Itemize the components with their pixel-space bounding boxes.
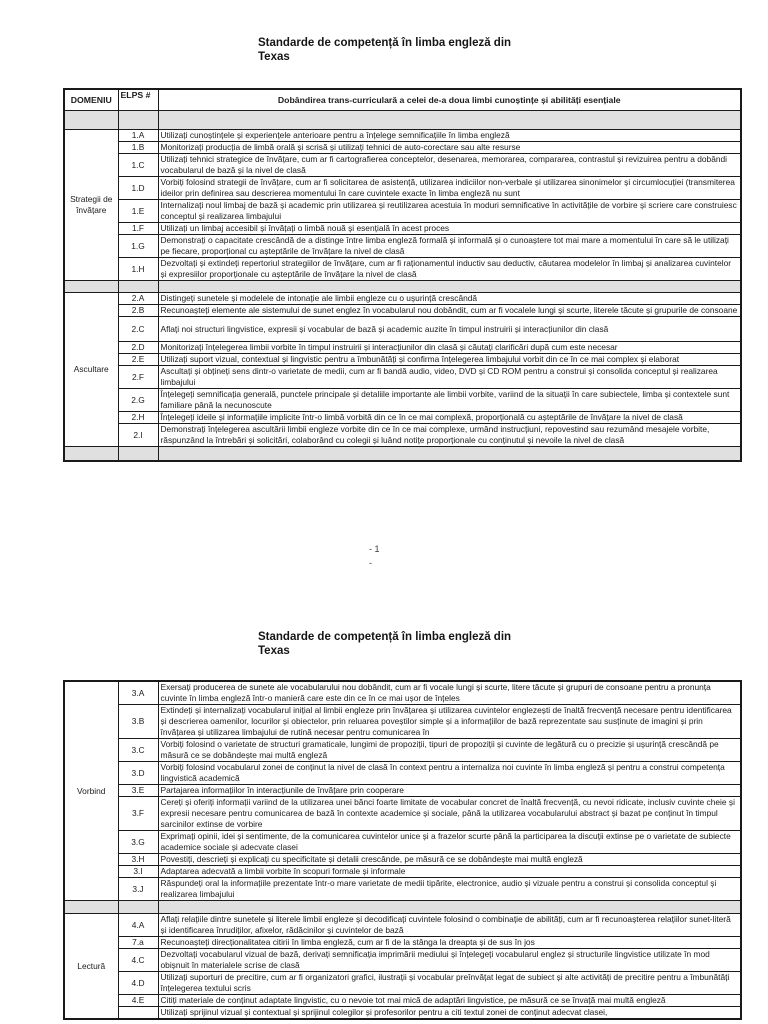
elps-code-cell: 3.A xyxy=(118,681,158,705)
standard-row xyxy=(64,739,741,762)
standard-row xyxy=(64,389,741,412)
standard-row xyxy=(64,154,741,177)
description-cell: Utilizați un limbaj accesibil și învățați o limbă nouă și esențială în acest proces xyxy=(158,223,741,235)
elps-code-cell: 7.a xyxy=(118,937,158,949)
separator-row xyxy=(64,281,741,293)
description-cell: Vorbiți folosind vocabularul zonei de conținut la nivel de clasă în context pentru a internaliza noi cuvinte în limba engleză și pentru a construi competența lingvistică academică xyxy=(158,762,741,785)
page1-title-line1: Standarde de competență în limba engleză din xyxy=(258,37,512,49)
elps-code-cell: 3.G xyxy=(118,831,158,854)
standard-row xyxy=(64,705,741,739)
page2-title xyxy=(258,630,528,658)
page1-title-line2: Texas xyxy=(258,51,290,63)
page-number xyxy=(369,542,380,570)
standard-row xyxy=(64,878,741,901)
elps-code-cell: 1.E xyxy=(118,200,158,223)
description-cell: Aflați noi structuri lingvistice, expresii și vocabular de bază și academic auzite în timpul instruirii și interacțiunilor din clasă xyxy=(158,317,741,342)
standard-row xyxy=(64,831,741,854)
standard-row xyxy=(64,177,741,200)
header-domain: DOMENIU xyxy=(64,89,118,111)
standard-row xyxy=(64,305,741,317)
description-cell: Exprimați opinii, idei și sentimente, de la comunicarea cuvintelor unice și a frazelor scurte până la participarea la discuții extinse pe o varietate de subiecte academice sociale și adecvate clasei xyxy=(158,831,741,854)
standard-row xyxy=(64,130,741,142)
standard-row xyxy=(64,762,741,785)
standards-table-body-page2 xyxy=(64,681,741,1019)
description-cell: Vorbiți folosind o varietate de structuri gramaticale, lungimi de propoziții, tipuri de propoziții și cuvinte de legătură cu o precizie și ușurință crescândă pe măsură ce se dobândește mai multă engleză xyxy=(158,739,741,762)
description-cell: Utilizați tehnici strategice de învățare, cum ar fi cartografierea conceptelor, desenarea, memorarea, compararea, contrastul și revizuirea pentru a dobândi vocabularul de bază și la nivel de clasă xyxy=(158,154,741,177)
table-header-row xyxy=(64,89,741,111)
page-number-line2: - xyxy=(369,558,372,568)
description-cell: Ascultați și obțineți sens dintr-o varietate de medii, cum ar fi bandă audio, video, DVD și CD ROM pentru a construi și consolida conceptul și realizarea limbajului xyxy=(158,366,741,389)
description-cell: Dezvoltați vocabularul vizual de bază, derivați semnificația imprimării mediului și înțelegeți vocabularul englez și structurile lingvistice utilizate în mod obișnuit în materialele scrise de clasă xyxy=(158,949,741,972)
page1-title xyxy=(258,36,528,64)
standard-row xyxy=(64,293,741,305)
elps-code-cell: 2.G xyxy=(118,389,158,412)
standard-row xyxy=(64,797,741,831)
elps-code-cell: 3.I xyxy=(118,866,158,878)
elps-code-cell: 2.I xyxy=(118,424,158,447)
elps-code-cell: 1.G xyxy=(118,235,158,258)
elps-code-cell: 3.D xyxy=(118,762,158,785)
description-cell: Utilizați suport vizual, contextual și lingvistic pentru a îmbunătăți și confirma înțelegerea limbajului vorbit din ce în ce mai complex și elaborat xyxy=(158,354,741,366)
elps-code-cell: 4.C xyxy=(118,949,158,972)
description-cell: Distingeți sunetele și modelele de intonație ale limbii engleze cu o ușurință crescândă xyxy=(158,293,741,305)
standard-row xyxy=(64,142,741,154)
domain-cell: Ascultare xyxy=(64,293,118,447)
standard-row xyxy=(64,785,741,797)
separator-cell xyxy=(158,901,741,914)
elps-code-cell: 3.H xyxy=(118,854,158,866)
separator-cell xyxy=(158,111,741,130)
separator-cell xyxy=(64,447,118,462)
domain-cell: Strategii de învățare xyxy=(64,130,118,281)
standard-row xyxy=(64,258,741,281)
elps-code-cell: 3.C xyxy=(118,739,158,762)
elps-code-cell: 1.H xyxy=(118,258,158,281)
header-description: Dobândirea trans-curriculară a celei de-a doua limbi cunoștințe și abilități esențiale xyxy=(158,89,741,111)
elps-code-cell: 3.B xyxy=(118,705,158,739)
domain-cell: Lectură xyxy=(64,914,118,1020)
description-cell: Utilizați suporturi de precitire, cum ar fi organizatori grafici, ilustrații și vocabular preînvățat legat de subiect și alte activități de precitire pentru a îmbunătăți înțelegerea textului scris xyxy=(158,972,741,995)
elps-code-cell xyxy=(118,1007,158,1020)
elps-code-cell: 2.H xyxy=(118,412,158,424)
elps-code-cell: 3.J xyxy=(118,878,158,901)
elps-code-cell: 2.A xyxy=(118,293,158,305)
description-cell: Aflați relațiile dintre sunetele și literele limbii engleze și decodificați cuvintele folosind o combinație de abilități, cum ar fi recunoașterea relațiilor sunet-literă și identificarea înrudiților, afixelor, rădăcinilor și cuvintelor de bază xyxy=(158,914,741,937)
elps-code-cell: 1.D xyxy=(118,177,158,200)
description-cell: Dezvoltați și extindeți repertoriul strategiilor de învățare, cum ar fi raționamentul inductiv sau deductiv, căutarea modelelor în limbaj și analizarea cuvintelor și expresiilor proporționale cu așteptările de învățare la nivel de clasă xyxy=(158,258,741,281)
standard-row xyxy=(64,200,741,223)
elps-code-cell: 3.E xyxy=(118,785,158,797)
separator-row xyxy=(64,447,741,462)
standard-row xyxy=(64,412,741,424)
elps-code-cell: 4.A xyxy=(118,914,158,937)
description-cell: Utilizați cunoștințele și experiențele anterioare pentru a înțelege semnificațiile în limba engleză xyxy=(158,130,741,142)
description-cell: Răspundeți oral la informațiile prezentate într-o mare varietate de medii tipărite, electronice, audio și vizuale pentru a construi și consolida conceptul și realizarea limbajului xyxy=(158,878,741,901)
elps-code-cell: 2.D xyxy=(118,342,158,354)
description-cell: Demonstrați înțelegerea ascultării limbii engleze vorbite din ce în ce mai complexe, urmând instrucțiuni, repovestind sau rezumând mesajele vorbite, răspunzând la întrebări și solicitări, colaborând cu colegii și luând notițe proporționale cu conținutul și nevoile la nivel de clasă xyxy=(158,424,741,447)
standard-row xyxy=(64,317,741,342)
elps-code-cell: 1.A xyxy=(118,130,158,142)
separator-cell xyxy=(64,111,118,130)
separator-cell xyxy=(118,111,158,130)
elps-code-cell: 2.E xyxy=(118,354,158,366)
separator-cell xyxy=(158,447,741,462)
description-cell: Adaptarea adecvată a limbii vorbite în scopuri formale și informale xyxy=(158,866,741,878)
separator-cell xyxy=(118,447,158,462)
elps-code-cell: 1.C xyxy=(118,154,158,177)
standard-row xyxy=(64,995,741,1007)
separator-row xyxy=(64,111,741,130)
description-cell: Partajarea informațiilor în interacțiunile de învățare prin cooperare xyxy=(158,785,741,797)
separator-cell xyxy=(158,281,741,293)
elps-code-cell: 4.E xyxy=(118,995,158,1007)
description-cell: Povestiți, descrieți și explicați cu specificitate și detalii crescânde, pe măsură ce se dobândește mai multă engleză xyxy=(158,854,741,866)
separator-cell xyxy=(118,281,158,293)
elps-code-cell: 2.C xyxy=(118,317,158,342)
description-cell: Monitorizați producția de limbă orală și scrisă și utilizați tehnici de auto-corectare sau alte resurse xyxy=(158,142,741,154)
standard-row xyxy=(64,342,741,354)
elps-code-cell: 2.F xyxy=(118,366,158,389)
description-cell: Internalizați noul limbaj de bază și academic prin utilizarea și reutilizarea acestuia în moduri semnificative în activitățile de vorbire și scriere care construiesc conceptul și realizarea limbajului xyxy=(158,200,741,223)
standard-row xyxy=(64,854,741,866)
page-number-line1: - 1 xyxy=(369,544,380,554)
separator-cell xyxy=(64,281,118,293)
standards-table-body-page1 xyxy=(64,89,741,461)
standards-table-page1 xyxy=(63,88,742,462)
domain-cell: Vorbind xyxy=(64,681,118,901)
separator-cell xyxy=(64,901,118,914)
separator-row xyxy=(64,901,741,914)
description-cell: Recunoașteți elemente ale sistemului de sunet englez în vocabularul nou dobândit, cum ar fi vocalele lungi și scurte, literele tăcute și grupurile de consoane xyxy=(158,305,741,317)
standard-row xyxy=(64,681,741,705)
description-cell: Extindeți și internalizați vocabularul inițial al limbii engleze prin învățarea și utilizarea cuvintelor englezești de înaltă frecvență necesare pentru identificarea și descrierea oamenilor, locurilor și obiectelor, prin reluarea poveștilor simple și a informațiilor de bază reprezentate sau susținute de imagini și prin învățarea și utilizarea limbajului de rutină necesar pentru comunicarea în xyxy=(158,705,741,739)
standard-row xyxy=(64,937,741,949)
separator-cell xyxy=(118,901,158,914)
standard-row xyxy=(64,235,741,258)
elps-code-cell: 1.F xyxy=(118,223,158,235)
standard-row xyxy=(64,972,741,995)
standard-row xyxy=(64,1007,741,1020)
page2-title-line2: Texas xyxy=(258,645,290,657)
description-cell: Vorbiți folosind strategii de învățare, cum ar fi solicitarea de asistență, utilizarea indiciilor non-verbale și utilizarea sinonimelor și circumlocuției (transmiterea ideilor prin definirea sau descrierea momentului în care cuvintele exacte în limba engleză nu sunt xyxy=(158,177,741,200)
standard-row xyxy=(64,354,741,366)
description-cell: Recunoașteți direcționalitatea citirii în limba engleză, cum ar fi de la stânga la dreapta și de sus în jos xyxy=(158,937,741,949)
standard-row xyxy=(64,949,741,972)
description-cell: Exersați producerea de sunete ale vocabularului nou dobândit, cum ar fi vocale lungi și scurte, litere tăcute și grupuri de consoane pentru a pronunța cuvinte în limba engleză într-o manieră care este din ce în ce mai ușor de înțeles xyxy=(158,681,741,705)
standard-row xyxy=(64,424,741,447)
description-cell: Monitorizați înțelegerea limbii vorbite în timpul instruirii și interacțiunilor din clasă și căutați clarificări după cum este necesar xyxy=(158,342,741,354)
description-cell: Cereți și oferiți informații variind de la utilizarea unei bănci foarte limitate de vocabular concret de înaltă frecvență, cu nevoi ridicate, inclusiv cuvinte cheie și expresii necesare pentru comunicarea de bază în contexte academice și sociale, până la utilizarea vocabularului abstract și bazat pe conținut în timpul sarcinilor extinse de vorbire xyxy=(158,797,741,831)
description-cell: Utilizați sprijinul vizual și contextual și sprijinul colegilor și profesorilor pentru a citi textul zonei de conținut adecvat clasei, xyxy=(158,1007,741,1020)
elps-code-cell: 3.F xyxy=(118,797,158,831)
standard-row xyxy=(64,366,741,389)
page2-title-line1: Standarde de competență în limba engleză din xyxy=(258,631,512,643)
description-cell: Înțelegeți semnificația generală, punctele principale și detaliile importante ale limbii vorbite, variind de la situații în care subiectele, limba și contextele sunt familiare până la necunoscute xyxy=(158,389,741,412)
standard-row xyxy=(64,866,741,878)
standards-table-page2 xyxy=(63,680,742,1020)
description-cell: Demonstrați o capacitate crescândă de a distinge între limba engleză formală și informală și o cunoaștere tot mai mare a momentului în care să le utilizați pe fiecare, proporțional cu așteptările de învățare la nivel de clasă xyxy=(158,235,741,258)
elps-code-cell: 1.B xyxy=(118,142,158,154)
header-elps: ELPS # xyxy=(118,89,158,111)
standard-row xyxy=(64,914,741,937)
description-cell: Citiți materiale de conținut adaptate lingvistic, cu o nevoie tot mai mică de adaptări lingvistice, pe măsură ce se învață mai multă engleză xyxy=(158,995,741,1007)
standard-row xyxy=(64,223,741,235)
elps-code-cell: 4.D xyxy=(118,972,158,995)
elps-code-cell: 2.B xyxy=(118,305,158,317)
description-cell: Înțelegeți ideile și informațiile implicite într-o limbă vorbită din ce în ce mai complexă, proporțională cu așteptările de învățare la nivel de clasă xyxy=(158,412,741,424)
